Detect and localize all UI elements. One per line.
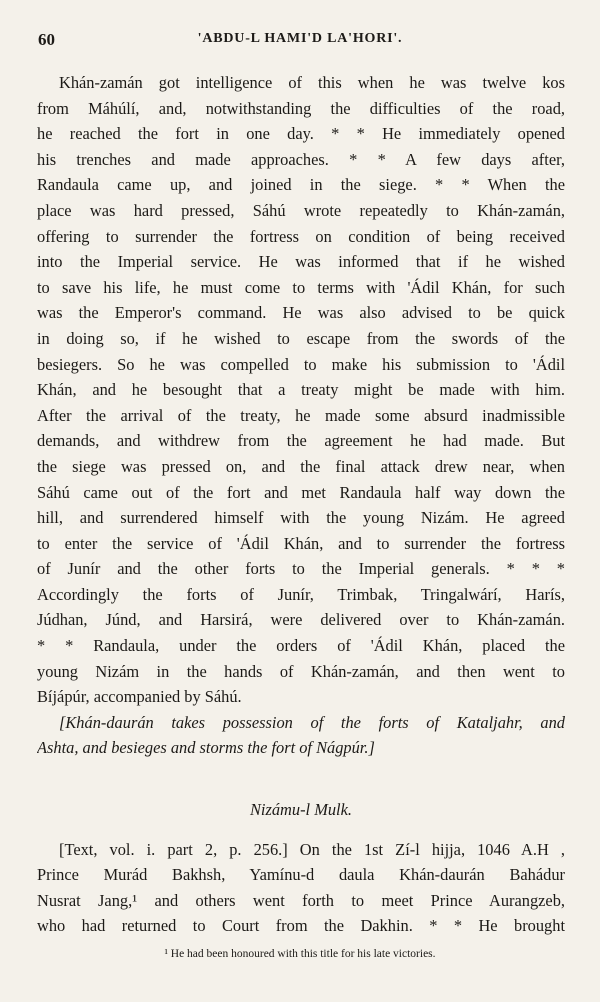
text-line: to save his life, he must come to terms with 'Ádil Khán, for such bbox=[37, 277, 565, 297]
text-line: Ashta, and besieges and storms the fort of Nágpúr.] bbox=[37, 738, 375, 758]
text-line: of Junír and the other forts to the Imperial generals. * * * bbox=[37, 559, 565, 579]
text-line: into the Imperial service. He was informed that if he wished bbox=[37, 252, 565, 272]
paragraph-2 bbox=[37, 837, 565, 939]
text-line: his trenches and made approaches. * * A few days after, bbox=[37, 149, 565, 169]
text-line: hill, and surrendered himself with the young Nizám. He agreed bbox=[37, 508, 565, 528]
body-text bbox=[37, 70, 565, 939]
text-line: the siege was pressed on, and the final attack drew near, when bbox=[37, 456, 565, 476]
text-line: who had returned to Court from the Dakhin. * * He brought bbox=[37, 916, 565, 936]
page-header bbox=[38, 30, 562, 54]
text-line: besiegers. So he was compelled to make his submission to 'Ádil bbox=[37, 354, 565, 374]
text-line: Khán-zamán got intelligence of this when he was twelve kos bbox=[59, 73, 565, 92]
running-head: 'ABDU-L HAMI'D LA'HORI'. bbox=[197, 31, 403, 46]
text-line: Júdhan, Júnd, and Harsirá, were delivered over to Khán-zamán. bbox=[37, 610, 565, 630]
text-line: he reached the fort in one day. * * He immediately opened bbox=[37, 124, 565, 144]
text-line: Sáhú came out of the fort and met Randaula half way down the bbox=[37, 482, 565, 502]
text-line: place was hard pressed, Sáhú wrote repeatedly to Khán-zamán, bbox=[37, 200, 565, 220]
text-line: in doing so, if he wished to escape from the swords of the bbox=[37, 328, 565, 348]
bracket-note bbox=[37, 710, 565, 761]
text-line: After the arrival of the treaty, he made some absurd inadmissible bbox=[37, 405, 565, 425]
text-line: to enter the service of 'Ádil Khán, and to surrender the fortress bbox=[37, 533, 565, 553]
paragraph-1 bbox=[37, 70, 565, 710]
text-line: Khán, and he besought that a treaty might be made with him. bbox=[37, 380, 565, 400]
text-line: [Text, vol. i. part 2, p. 256.] On the 1st Zí-l hijja, 1046 A.H , bbox=[59, 839, 565, 859]
text-line: offering to surrender the fortress on condition of being received bbox=[37, 226, 565, 246]
text-line: [Khán-daurán takes possession of the forts of Kataljahr, and bbox=[59, 712, 565, 732]
text-line: young Nizám in the hands of Khán-zamán, and then went to bbox=[37, 661, 565, 681]
text-line: * * Randaula, under the orders of 'Ádil Khán, placed the bbox=[37, 636, 565, 656]
section-heading: Nizámu-l Mulk. bbox=[250, 800, 352, 820]
text-line: was the Emperor's command. He was also advised to be quick bbox=[37, 303, 565, 323]
text-line: Accordingly the forts of Junír, Trimbak, Tringalwárí, Harís, bbox=[37, 584, 565, 604]
text-line: Nusrat Jang,¹ and others went forth to meet Prince Aurangzeb, bbox=[37, 890, 565, 910]
text-line: demands, and withdrew from the agreement he had made. But bbox=[37, 431, 565, 451]
page-number: 60 bbox=[38, 30, 55, 49]
text-line: Bíjápúr, accompanied by Sáhú. bbox=[37, 687, 242, 707]
text-line: from Máhúlí, and, notwithstanding the difficulties of the road, bbox=[37, 98, 565, 118]
footnote: ¹ He had been honoured with this title for his late victories. bbox=[164, 948, 436, 960]
text-line: Prince Murád Bakhsh, Yamínu-d daula Khán-daurán Bahádur bbox=[37, 865, 565, 885]
text-line: Randaula came up, and joined in the siege. * * When the bbox=[37, 175, 565, 195]
